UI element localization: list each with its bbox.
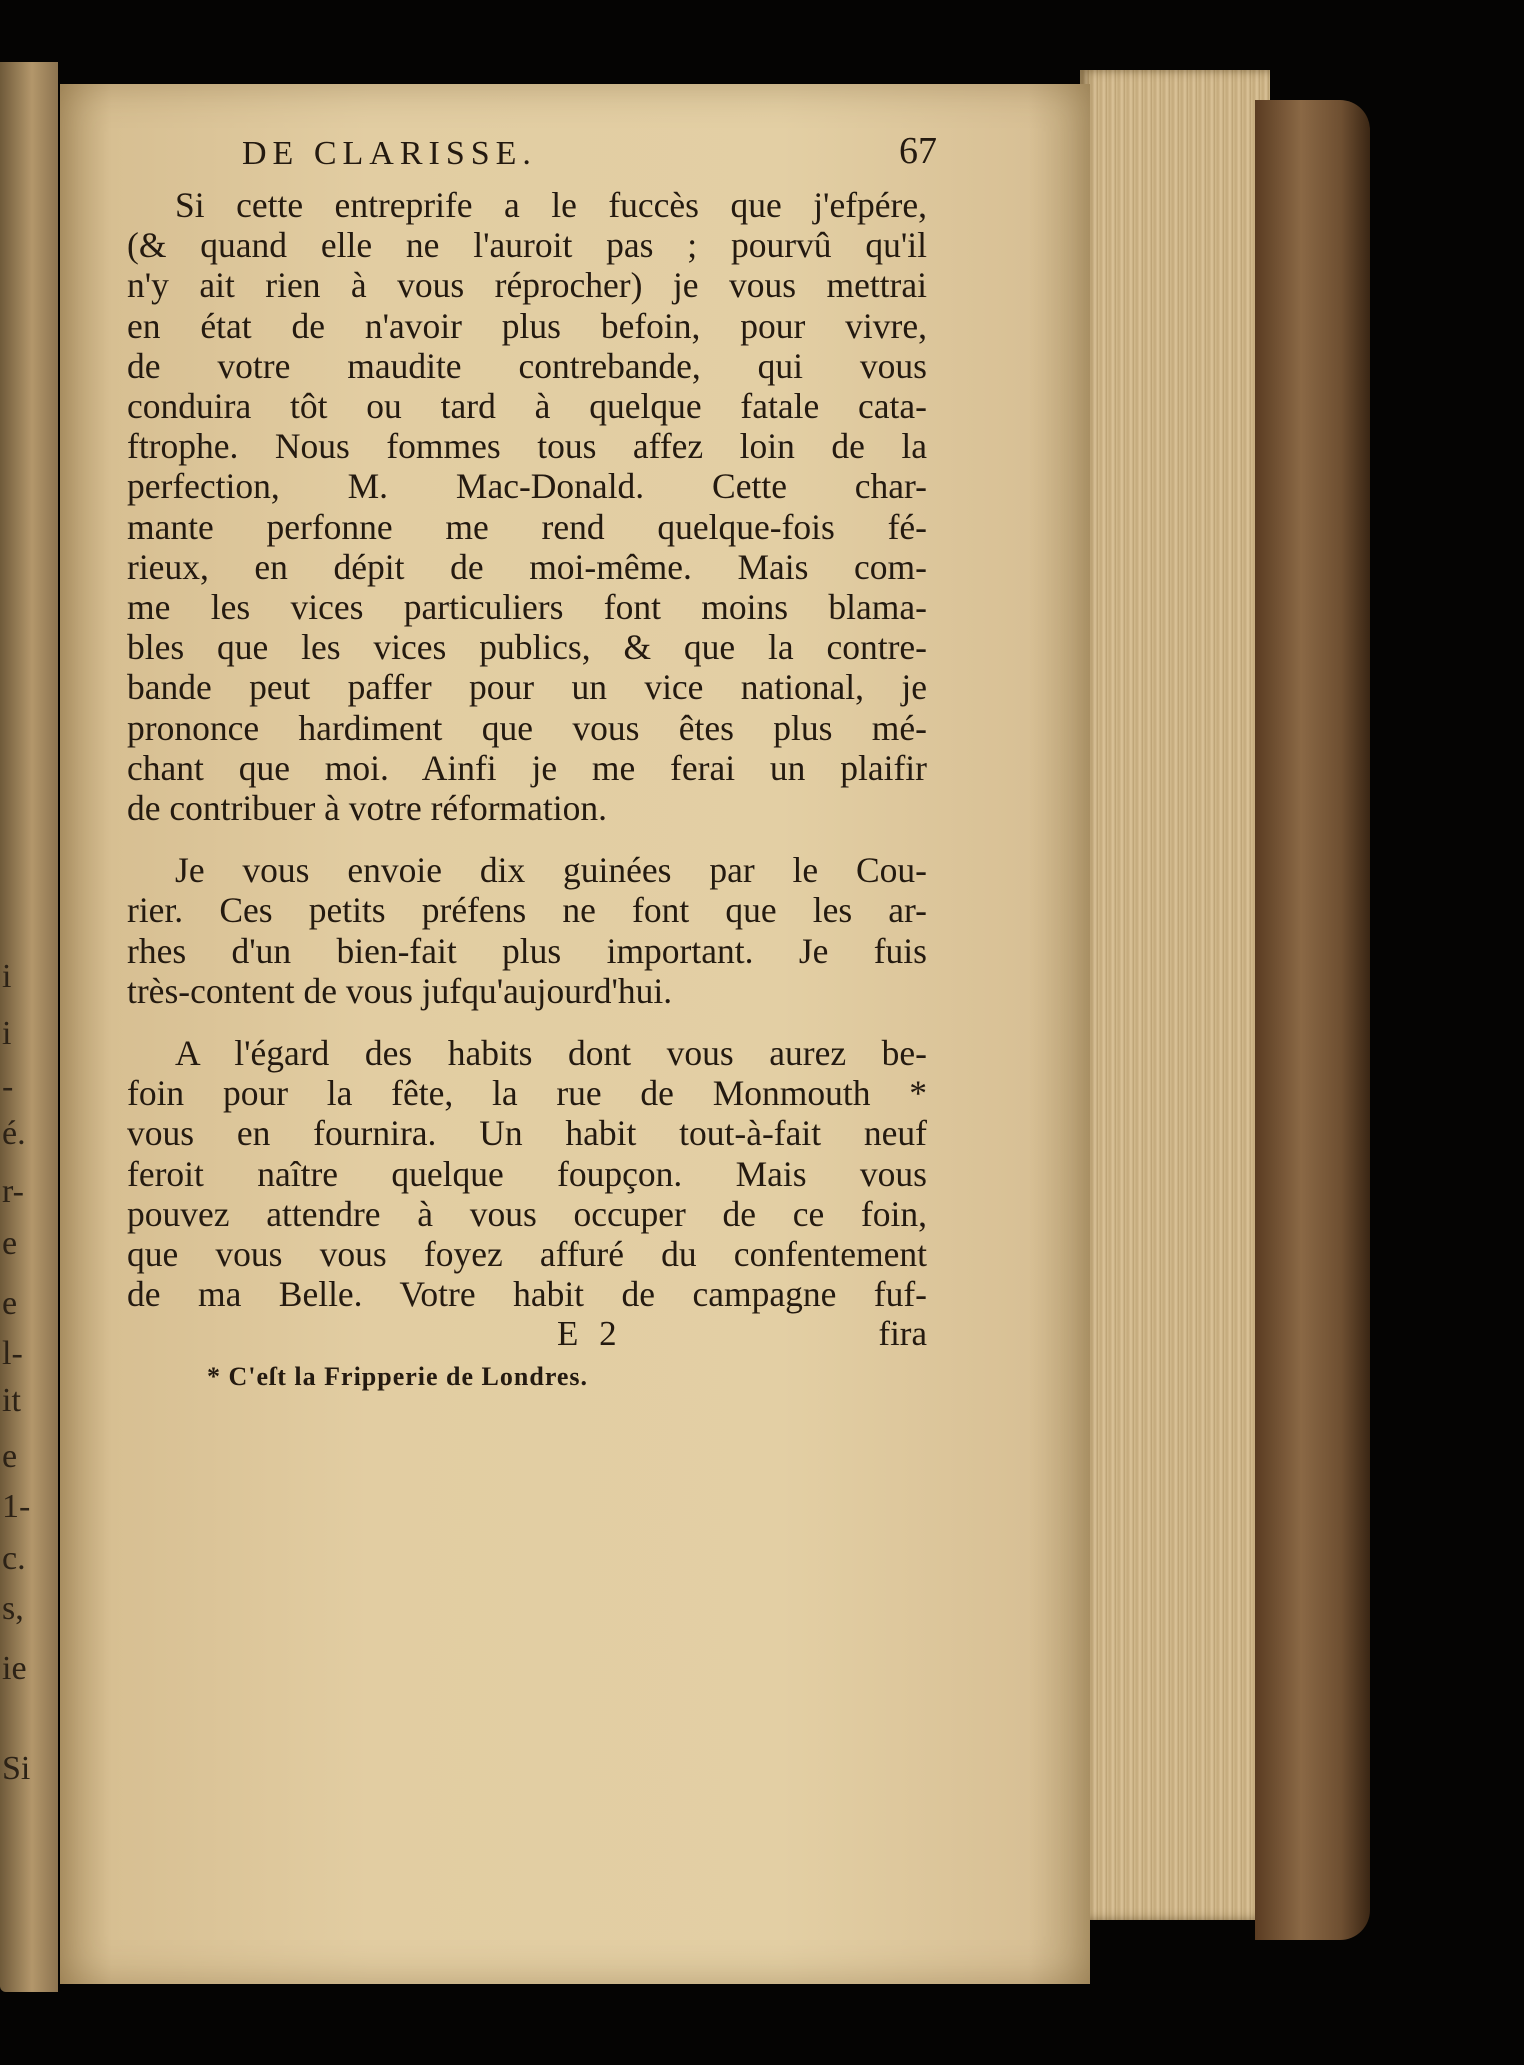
text-line: de ma Belle. Votre habit de campagne fuf- [127, 1274, 927, 1315]
page-number: 67 [899, 130, 937, 172]
catchword: fira [878, 1314, 927, 1354]
paragraph [127, 1033, 927, 1314]
text-line: A l'égard des habits dont vous aurez be- [175, 1033, 927, 1074]
facing-fragment: s, [2, 1590, 24, 1627]
text-line: rier. Ces petits préfens ne font que les ar- [127, 890, 927, 931]
text-line: conduira tôt ou tard à quelque fatale cata- [127, 386, 927, 427]
text-line: perfection, M. Mac-Donald. Cette char- [127, 466, 927, 507]
footnote: * C'eſt la Fripperie de Londres. [207, 1362, 589, 1392]
facing-fragment: ie [2, 1650, 27, 1687]
text-line: chant que moi. Ainfi je me ferai un plaifir [127, 747, 927, 788]
text-line: très-content de vous jufqu'aujourd'hui. [127, 970, 673, 1011]
signature-mark: E 2 [557, 1314, 623, 1354]
text-line: Si cette entreprife a le fuccès que j'efpére, [175, 185, 927, 225]
signature-line [127, 1314, 927, 1356]
running-head [127, 130, 937, 185]
facing-fragment: i [2, 1015, 12, 1052]
text-line: en état de n'avoir plus befoin, pour vivre, [127, 305, 927, 346]
text-line: rieux, en dépit de moi-même. Mais com- [127, 546, 927, 587]
text-line: Je vous envoie dix guinées par le Cou- [175, 850, 927, 891]
text-line: vous en fournira. Un habit tout-à-fait neuf [127, 1113, 927, 1154]
text-line: de contribuer à votre réformation. [127, 788, 608, 829]
text-line: (& quand elle ne l'auroit pas ; pourvû qu'il [127, 225, 927, 266]
facing-fragment: e [2, 1225, 18, 1262]
text-line: foin pour la fête, la rue de Monmouth * [127, 1073, 927, 1114]
text-line: de votre maudite contrebande, qui vous [127, 345, 927, 386]
paragraph [127, 850, 927, 1011]
facing-fragment: c. [2, 1540, 26, 1577]
text-line: mante perfonne me rend quelque-fois fé- [127, 506, 927, 547]
facing-fragment: l- [2, 1335, 23, 1372]
paragraph [127, 185, 927, 828]
facing-fragment: it [2, 1382, 21, 1419]
facing-fragment: i [2, 958, 12, 995]
page-text [127, 130, 937, 1392]
facing-fragment: 1- [2, 1488, 31, 1525]
text-line: me les vices particuliers font moins blama- [127, 587, 927, 628]
book-cover [1255, 100, 1370, 1940]
text-line: n'y ait rien à vous réprocher) je vous mettrai [127, 265, 927, 306]
facing-fragment: Si [2, 1750, 31, 1787]
facing-fragment: r- [2, 1173, 24, 1210]
text-line: bles que les vices publics, & que la contre- [127, 627, 927, 668]
text-line: rhes d'un bien-fait plus important. Je fuis [127, 930, 927, 971]
text-line: ftrophe. Nous fommes tous affez loin de la [127, 426, 927, 467]
facing-fragment: e [2, 1285, 18, 1322]
page-block-edge [1080, 70, 1270, 1920]
text-line: bande peut paffer pour un vice national, je [127, 667, 927, 708]
facing-fragment: - [2, 1068, 14, 1105]
text-line: que vous vous foyez affuré du confentement [127, 1234, 927, 1275]
text-line: prononce hardiment que vous êtes plus mé- [127, 707, 927, 748]
facing-page-edge [0, 62, 58, 1992]
text-line: feroit naître quelque foupçon. Mais vous [127, 1153, 927, 1194]
running-title: DE CLARISSE. [242, 135, 537, 172]
facing-fragment: é. [2, 1115, 26, 1152]
text-line: pouvez attendre à vous occuper de ce foin, [127, 1193, 927, 1234]
facing-fragment: e [2, 1438, 18, 1475]
